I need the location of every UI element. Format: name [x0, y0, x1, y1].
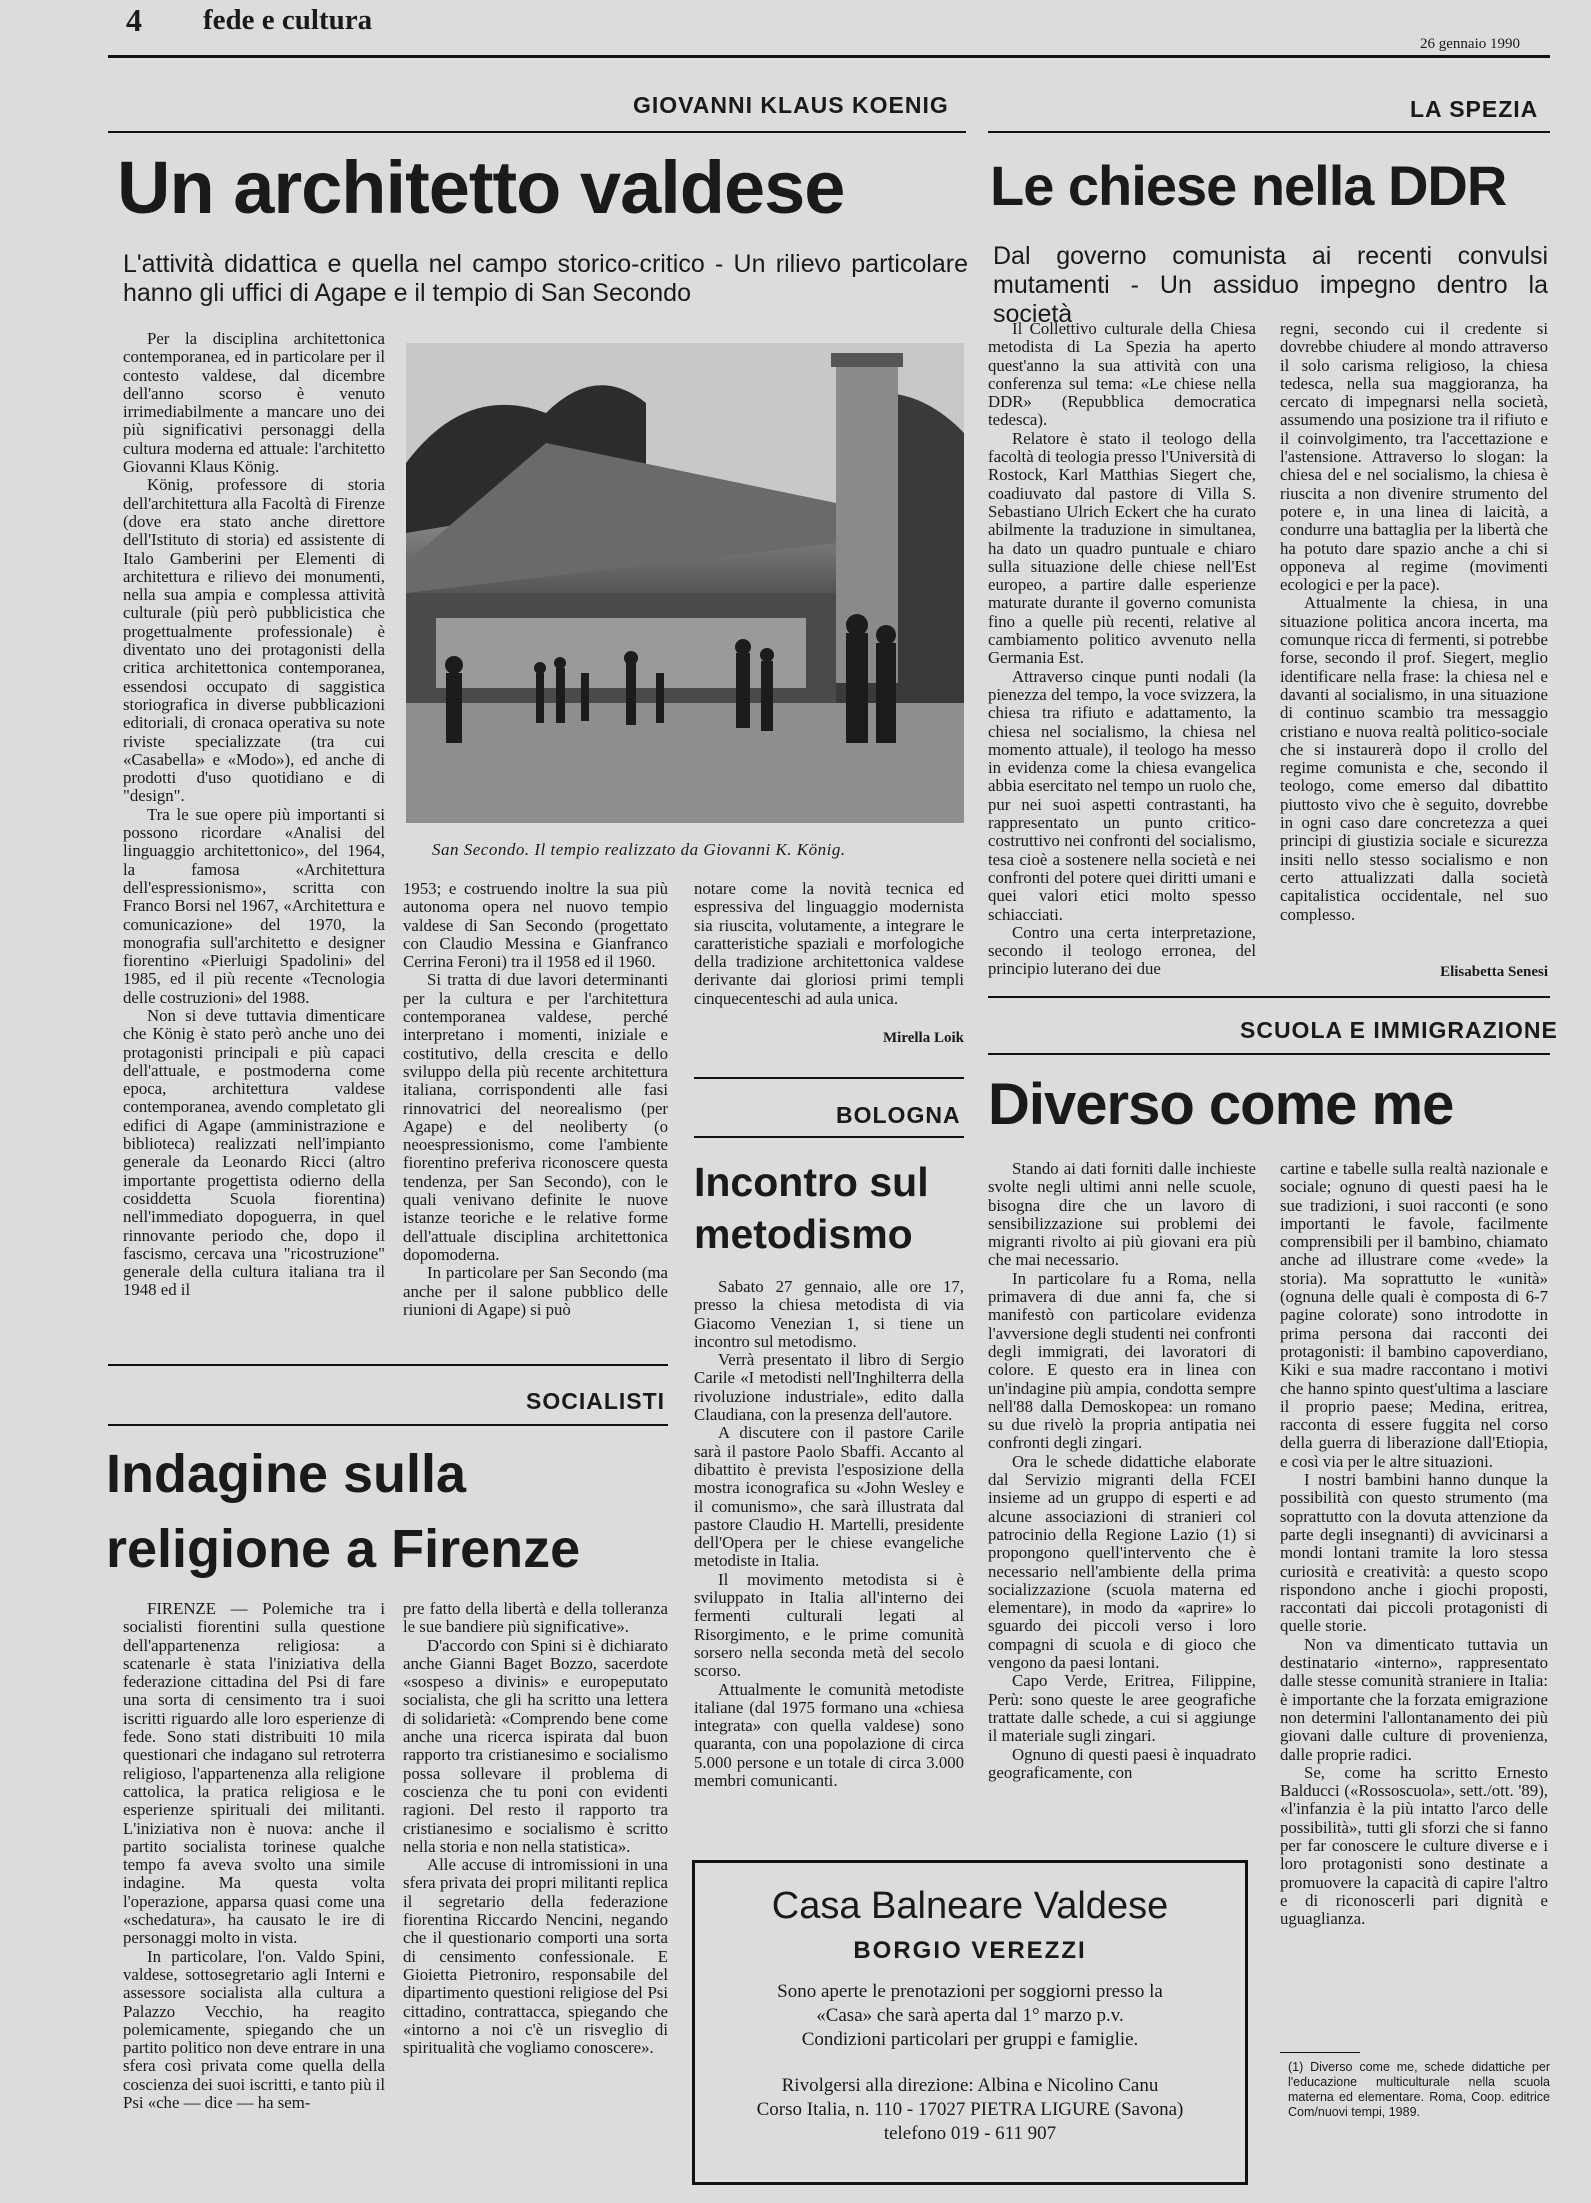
bologna-paragraph: Attualmente le comunità metodiste italiane (dal 1975 formano una «chiesa integrata» con quella valdese) sono quaranta, con una popolazione di circa 5.000 persone e un totale di circa 3.000 membri comunicanti. [694, 1679, 964, 1791]
bologna-paragraph: Il movimento metodista si è sviluppato in Italia all'interno dei fermenti culturali legati al Risorgimento, e le prime comunità sorsero nella seconda metà del secolo scorso. [694, 1569, 964, 1681]
ddr-paragraph: Attualmente la chiesa, in una situazione politica ancora incerta, ma comunque ricca di fermenti, si potrebbe forse, secondo il prof. Siegert, meglio identificare nella frase: la chiesa nel e davanti al socialismo, in una situazione di continuo scambio tra messaggio cristiano e nuova realtà politico-sociale che si instaurerà dopo il crollo del regime comunista e che, secondo il teologo, come emerso dal dibattito piuttosto vivo che è seguito, dovrebbe in ogni caso dare concretezza a quei principi di giustizia sociale e sicurezza insiti nello stesso socialismo e non certo attualizzati dalla società capitalistica occidentale, nel suo complesso. [1280, 593, 1548, 924]
bologna-top-rule [694, 1077, 964, 1079]
ddr-column-2 [1280, 320, 1548, 966]
scuola-kicker: SCUOLA E IMMIGRAZIONE [1240, 1017, 1558, 1043]
scuola-paragraph: In particolare fu a Roma, nella primavera di due anni fa, che si manifestò con particolare evidenza l'avversione degli studenti nei confronti degli immigrati, dei lavoratori di colore. E questo era in linea con un'indagine più ampia, condotta sempre nell'88 dalla Demoskopea: un romano su due rivelò la propria antipatia nei confronti degli zingari. [988, 1268, 1256, 1453]
socialisti-kicker: SOCIALISTI [526, 1388, 666, 1414]
scuola-column-2 [1280, 1160, 1548, 2050]
socialisti-paragraph: pre fatto della libertà e della tolleranza le sue bandiere più significative». [403, 1600, 668, 1637]
socialisti-column-2 [403, 1600, 668, 2195]
koenig-deck: L'attività didattica e quella nel campo storico-critico - Un rilievo particolare hanno gli uffici di Agape e il tempio di San Secondo [123, 250, 968, 307]
koenig-headline: Un architetto valdese [117, 146, 845, 229]
scuola-paragraph: Non va dimenticato tuttavia un destinatario «interno», rappresentato dalle stesse comunità straniere in Italia: è importante che la forzata emigrazione non determini l'allontanamento dei più giovani dalle culture di provenienza, dalle proprie radici. [1280, 1634, 1548, 1764]
ad-subtitle: BORGIO VEREZZI [853, 1937, 1087, 1964]
scuola-paragraph: I nostri bambini hanno dunque la possibilità con questo strumento (ma soprattutto con la dovuta attenzione da parte degli insegnanti) di avvicinarsi a mondi lontani tramite la loro stessa curiosità e creatività: a questo scopo rispondono anche i giochi proposti, raccontati dai piccoli protagonisti di quelle storie. [1280, 1470, 1548, 1636]
ad-contact-line1: Rivolgersi alla direzione: Albina e Nicolino Canu [781, 2075, 1159, 2096]
ddr-signature: Elisabetta Senesi [1440, 964, 1548, 980]
ddr-paragraph: Attraverso cinque punti nodali (la pienezza del tempo, la voce svizzera, la chiesa tra rifiuto e adattamento, la chiesa nel socialismo, la chiesa nel momento attuale), il teologo ha messo in evidenza come la chiesa evangelica abbia esercitato nel tempo un ruolo che, pur nei suoi aspetti contrastanti, ha rappresentato un punto critico-costruttivo nei confronti del socialismo, tesa cioè a sostenere nella società e nei confronti del potere quei diritti umani e quei valori etici molto spesso schiacciati. [988, 666, 1256, 924]
socialisti-paragraph: Alle accuse di intromissioni in una sfera privata dei propri militanti replica il segretario della federazione fiorentina Riccardo Nencini, negando che il questionario comporti una sorta di censimento confessionale. E Gioietta Pietroniro, responsabile del dipartimento questioni religiose del Psi cittadino, contrattacca, spiegando che «intorno a noi c'è un risveglio di spiritualità che vogliamo conoscere». [403, 1855, 668, 2058]
bologna-body [694, 1278, 964, 1838]
socialisti-column-1 [123, 1600, 385, 2195]
scuola-paragraph: Stando ai dati forniti dalle inchieste svolte negli ultimi anni nelle scuole, bisogna dire che un lavoro di sensibilizzazione sui problemi dei migranti rivolto ai più giovani era più che mai necessario. [988, 1160, 1256, 1270]
ddr-kicker: LA SPEZIA [1410, 96, 1539, 122]
koenig-paragraph: In particolare per San Secondo (ma anche per il salone pubblico delle riunioni di Agape) si può [403, 1263, 668, 1319]
scuola-column-1 [988, 1160, 1256, 1830]
ad-title: Casa Balneare Valdese [771, 1885, 1169, 1927]
koenig-paragraph: notare come la novità tecnica ed espressiva del linguaggio modernista sia riuscita, volutamente, a integrare le caratteristiche spaziali e morfologiche della tradizione architettonica valdese derivante dai gloriosi primi templi cinquecenteschi ad aula unica. [694, 880, 964, 1008]
scuola-paragraph: Capo Verde, Eritrea, Filippine, Perù: sono queste le aree geografiche trattate dalle schede, a cui si aggiunge il materiale sugli zingari. [988, 1671, 1256, 1746]
bologna-kicker-rule [694, 1136, 964, 1138]
ad-text-line2: «Casa» che sarà aperta dal 1° marzo p.v. [816, 2005, 1124, 2026]
ddr-kicker-rule [988, 131, 1550, 133]
koenig-kicker: GIOVANNI KLAUS KOENIG [633, 92, 949, 118]
ddr-paragraph: Relatore è stato il teologo della facoltà di teologia presso l'Università di Rostock, Karl Matthias Siegert che, coadiuvato dal pastore di Villa S. Sebastiano Ulrich Eckert che ha curato abilmente la traduzione in simultanea, ha dato un quadro puntuale e chiaro sulla situazione delle chiese nell'Est europeo, a partire dalle esperienze maturate durante il governo comunista fino a quelle più recenti, relative al cambiamento politico avvenuto nella Germania Est. [988, 428, 1256, 668]
koenig-column-3 [694, 880, 964, 1030]
koenig-paragraph: Per la disciplina architettonica contemporanea, ed in particolare per il contesto valdese, dal dicembre dell'anno scorso è venuto irrimediabilmente a mancare uno dei più significativi personaggi della cultura moderna ed attuale: l'architetto Giovanni Klaus König. [123, 330, 385, 477]
socialisti-paragraph: In particolare, l'on. Valdo Spini, valdese, sottosegretario agli Interni e assessore socialista alla cultura a Palazzo Vecchio, ha reagito polemicamente, spiegando che un partito politico non deve entrare in una sfera così privata come quella della coscienza dei suoi iscritti, e tanto più il Psi «che — dice — ha sem- [123, 1946, 385, 2113]
ddr-column-1 [988, 320, 1256, 982]
bologna-headline-line1: Incontro sul [694, 1159, 929, 1205]
ddr-paragraph: Il Collettivo culturale della Chiesa metodista di La Spezia ha aperto quest'anno la sua attività con una conferenza sul tema: «Le chiese nella DDR» (Repubblica democratica tedesca). [988, 320, 1256, 430]
ddr-paragraph: regni, secondo cui il credente si dovrebbe chiudere al mondo attraverso il solo carisma religioso, la chiesa tedesca, nella sua maggioranza, ha cercato di impegnarsi nella società, assumendo una posizione tra il rifiuto e il coinvolgimento, tra l'accettazione e l'astensione. Attraverso lo slogan: la chiesa del e nel socialismo, la chiesa è riuscita a non divenire strumento del potere e, in una linea di laicità, a condurre una battaglia per la libertà che ha potuto dare spazio anche a chi si opponeva al regime (movimenti ecologici e per la pace). [1280, 320, 1548, 595]
koenig-column-2 [403, 880, 668, 1350]
bologna-headline-line2: metodismo [694, 1211, 913, 1257]
koenig-paragraph: Si tratta di due lavori determinanti per la cultura e per l'architettura contemporanea valdese, perché interpretano i momenti, iniziale e costitutivo, della crescita e dello sviluppo della più recente architettura italiana, corrispondenti alle fasi rinnovatrici del neorealismo (per Agape) e del neoliberty (o neoespressionismo, come l'ambiente fiorentino preferiva riconoscere questa tendenza, per San Secondo), con le quali venivano definite le nuove istanze teoriche e le relative forme dell'attuale disciplina architettonica dopomoderna. [403, 970, 668, 1264]
bologna-paragraph: Verrà presentato il libro di Sergio Carile «I metodisti nell'Inghilterra della rivoluzione industriale», edito dalla Claudiana, con la presenza dell'autore. [694, 1350, 964, 1425]
footnote-rule [1280, 2052, 1360, 2053]
bologna-paragraph: Sabato 27 gennaio, alle ore 17, presso la chiesa metodista di via Giacomo Venezian 1, si tiene un incontro sul metodismo. [694, 1278, 964, 1351]
issue-date: 26 gennaio 1990 [1420, 36, 1520, 52]
bologna-kicker: BOLOGNA [836, 1102, 961, 1128]
masthead-rule [108, 55, 1550, 58]
koenig-paragraph: König, professore di storia dell'architettura alla Facoltà di Firenze (dove era stato anche direttore dell'Istituto di storia) ed assistente di Italo Gamberini per Elementi di architettura e rilievo dei monumenti, nella sua ampia e complessa attività culturale (più però pubblicistica che progettualmente professionale) è diventato uno dei protagonisti della critica architettonica contemporanea, essendosi occupato di saggistica storiografica in diverse pubblicazioni editoriali, di cronaca operativa su note riviste specializzate (tra cui «Casabella» e «Modo»), ed anche di prodotti d'uso quotidiano e di "design". [123, 475, 385, 806]
casa-balneare-ad [692, 1860, 1248, 2185]
photo-caption: San Secondo. Il tempio realizzato da Giovanni K. König. [432, 840, 846, 859]
ad-contact-line3: telefono 019 - 611 907 [883, 2123, 1057, 2144]
ad-text-line3: Condizioni particolari per gruppi e famiglie. [801, 2029, 1139, 2050]
koenig-paragraph: Tra le sue opere più importanti si possono ricordare «Analisi del linguaggio architettonico», del 1964, la famosa «Architettura dell'espressionismo», scritta con Franco Borsi nel 1967, «Architettura e comunicazione» del 1970, la monografia sull'architetto e designer fiorentino «Pierluigi Spadolini» del 1985, ed il più recente «Tecnologia delle costruzioni» del 1988. [123, 804, 385, 1007]
ddr-headline: Le chiese nella DDR [990, 154, 1507, 217]
scuola-paragraph: cartine e tabelle sulla realtà nazionale e sociale; ognuno di questi paesi ha le sue tradizioni, i suoi racconti (e sono importanti le favole, facilmente comprensibili per il bambino, chiamato anche ad illustrare come «vede» la storia). Ma soprattutto le «unità» (ognuna delle quali è composta di 6-7 pagine colorate) sono introdotte in prima persona dai racconti dei protagonisti: il bambino capoverdiano, Kiki e sua madre raccontano i motivi che hanno spinto quest'ultima a lasciare il proprio paese; Medina, eritrea, racconta di essere fuggita nel corso della guerra di liberazione dall'Etiopia, e così via per le altre situazioni. [1280, 1160, 1548, 1471]
scuola-paragraph: Ora le schede didattiche elaborate dal Servizio migranti della FCEI insieme ad un gruppo di esperti e ad alcune associazioni di stranieri col patrocinio della Regione Lazio (1) si propongono quell'intervento che è necessario nell'ambiente della prima socializzazione (scuola materna ed elementare), in modo da «aprire» lo sguardo dei piccoli verso i loro compagni di scuola e di gioco che vengono da paesi lontani. [988, 1451, 1256, 1673]
koenig-signature: Mirella Loik [883, 1030, 964, 1046]
ddr-paragraph: Contro una certa interpretazione, secondo il teologo erronea, del principio luterano dei due [988, 922, 1256, 979]
page-number: 4 [126, 2, 142, 38]
socialisti-kicker-rule [108, 1424, 668, 1426]
koenig-column-1 [123, 330, 385, 1370]
socialisti-paragraph: FIRENZE — Polemiche tra i socialisti fiorentini sulla questione dell'appartenenza religiosa: a scatenarle è stata l'iniziativa della federazione cittadina del Psi di fare una sorta di censimento tra i suoi iscritti riguardo alle loro esperienze di fede. Sono stati distribuiti 10 mila questionari che indagano sul retroterra religioso, l'appartenenza alla religione cattolica, la pratica religiosa e le esperienze spirituali dei militanti. L'iniziativa non è nuova: anche il partito socialista torinese qualche tempo fa aveva svolto una simile indagine. Ma questa volta l'operazione, apparsa quasi come una «schedatura», ha causato le ire di personaggi molto in vista. [123, 1600, 385, 1948]
san-secondo-photo [406, 343, 964, 823]
koenig-paragraph: Non si deve tuttavia dimenticare che König è stato però anche uno dei protagonisti principali e più capaci dell'attuale, e postmoderna come epoca, architettura valdese contemporanea, avendo completato gli edifici di Agape (amministrazione e biblioteca) realizzati nell'impianto generale da Leonardo Ricci (altro importante progettista odierno della cosiddetta Scuola fiorentina) nell'immediato dopoguerra, in quel rinnovante periodo che, dopo il fascismo, cercava una "ricostruzione" generale della cultura italiana tra il 1948 ed il [123, 1005, 385, 1300]
socialisti-headline-line1: Indagine sulla [106, 1444, 467, 1504]
photo-illustration [406, 343, 964, 823]
koenig-kicker-rule [108, 131, 966, 133]
socialisti-paragraph: D'accordo con Spini si è dichiarato anche Gianni Baget Bozzo, sacerdote «sospeso a divinis» e europeputato socialista, che gli ha scritto una lettera di solidarietà: «Comprendo bene come anche una ricerca ispirata dal buon rapporto tra cristianesimo e socialismo possa sollevare il problema di coscienza che tu poni con evidenti ragioni. Del resto il rapporto tra cristianesimo e socialismo è scritto nella storia e non nella statistica». [403, 1635, 668, 1856]
scuola-footnote: (1) Diverso come me, schede didattiche per l'educazione multiculturale nella scuola materna ed elementare. Roma, Coop. editrice Com/nuovi tempi, 1989. [1288, 2060, 1550, 2119]
scuola-paragraph: Se, come ha scritto Ernesto Balducci («Rossoscuola», sett./ott. '89), «l'infanzia è la più intatto l'arco delle possibilità», tutti gli sforzi che si fanno per far conoscere le culture diverse e i loro protagonisti sono destinate a promuovere la capacità di capire l'altro e di riconoscerli pari dignità e uguaglianza. [1280, 1762, 1548, 1929]
ad-text-line1: Sono aperte le prenotazioni per soggiorni presso la [777, 1981, 1163, 2002]
bologna-paragraph: A discutere con il pastore Carile sarà il pastore Paolo Sbaffi. Accanto al dibattito è prevista l'esposizione della mostra iconografica su «John Wesley e il comunismo», che sarà illustrata dal pastore Claudio H. Martelli, presidente dell'Opera per le chiese evangeliche metodiste in Italia. [694, 1423, 964, 1571]
ddr-deck: Dal governo comunista ai recenti convulsi mutamenti - Un assiduo impegno dentro la società [993, 242, 1548, 328]
scuola-headline: Diverso come me [988, 1072, 1454, 1137]
ad-contact-line2: Corso Italia, n. 110 - 17027 PIETRA LIGURE (Savona) [756, 2099, 1184, 2120]
scuola-paragraph: Ognuno di questi paesi è inquadrato geograficamente, con [988, 1744, 1256, 1782]
scuola-kicker-rule [988, 1053, 1550, 1055]
koenig-paragraph: 1953; e costruendo inoltre la sua più autonoma opera nel nuovo tempio valdese di San Secondo (progettato con Claudio Messina e Gianfranco Cerrina Feroni) tra il 1958 ed il 1960. [403, 880, 668, 972]
socialisti-top-rule [108, 1364, 668, 1366]
socialisti-headline-line2: religione a Firenze [106, 1519, 581, 1579]
section-name: fede e cultura [203, 4, 373, 36]
ddr-bottom-rule [988, 996, 1550, 998]
